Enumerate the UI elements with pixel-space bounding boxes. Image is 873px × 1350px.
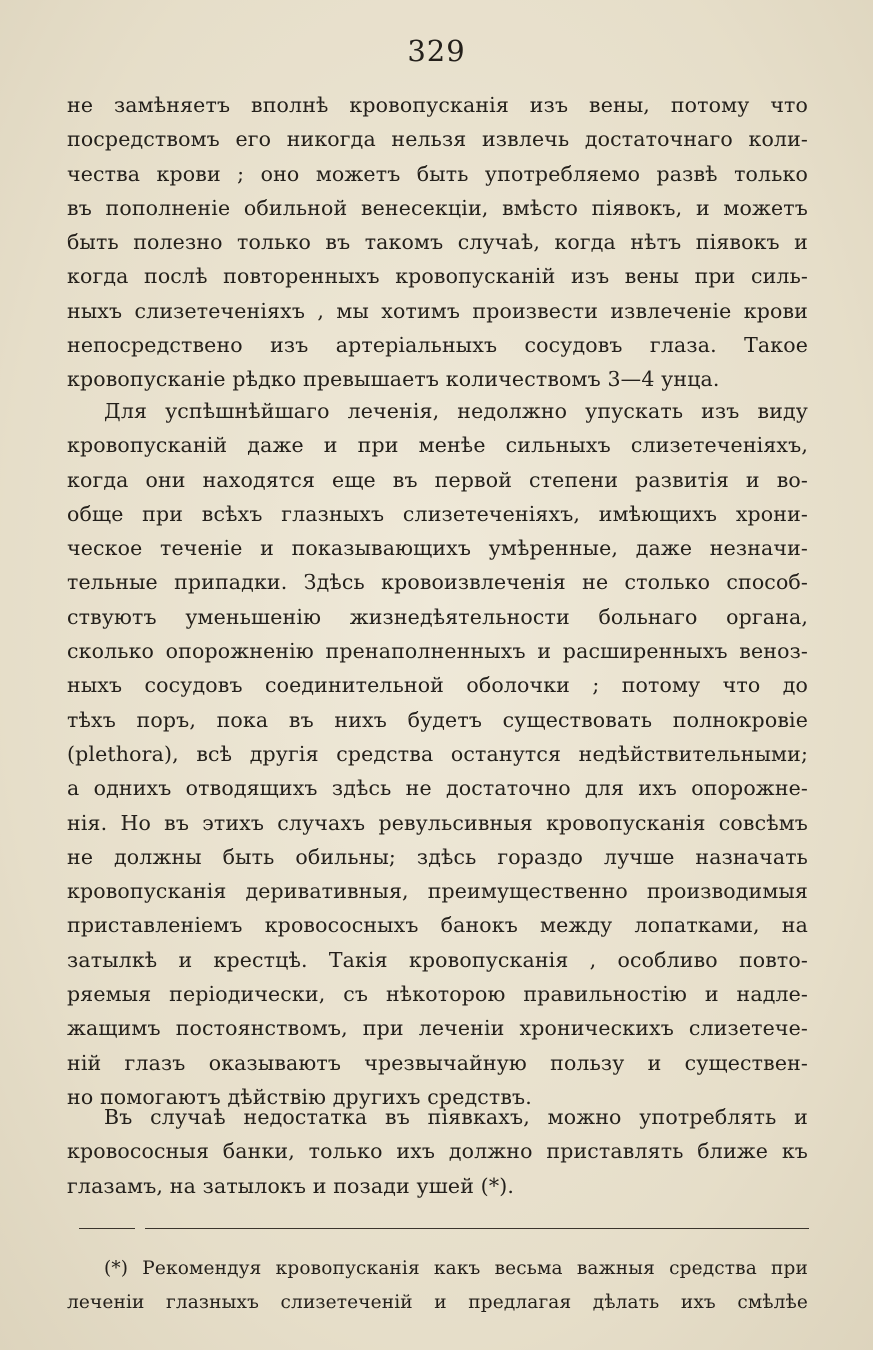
text-line: глазамъ, на затылокъ и позади ушей (*). <box>67 1173 515 1198</box>
footnote-rule-short <box>79 1228 135 1229</box>
footnote-rule-long <box>145 1228 809 1229</box>
text-line: ческое теченіе и показывающихъ умѣренные, даже незначи- <box>67 536 808 561</box>
text-line: кровососныя банки, только ихъ должно приставлять ближе къ <box>67 1139 808 1164</box>
footnote-line: леченіи глазныхъ слизетеченій и предлагая дѣлать ихъ смѣлѣе <box>67 1292 808 1313</box>
text-line: сколько опорожненію пренаполненныхъ и расширенныхъ веноз- <box>67 639 808 664</box>
footnote <box>67 1252 808 1320</box>
text-line: не замѣняетъ вполнѣ кровопусканія изъ вены, потому что <box>67 93 808 117</box>
text-line: въ пополненіе обильной венесекціи, вмѣсто піявокъ, и можетъ <box>67 195 808 220</box>
paragraph-1 <box>67 88 808 397</box>
text-line: кровопусканія деривативныя, преимущественно производимыя <box>67 879 808 904</box>
text-line: ствуютъ уменьшенію жизнедѣятельности больнаго органа, <box>67 604 808 629</box>
text-line: нія. Но въ этихъ случахъ ревульсивныя кровопусканія совсѣмъ <box>67 810 808 835</box>
text-line: не должны быть обильны; здѣсь гораздо лучше назначать <box>67 844 808 869</box>
text-line: обще при всѣхъ глазныхъ слизетеченіяхъ, имѣющихъ хрони- <box>67 501 808 526</box>
text-line: тельные припадки. Здѣсь кровоизвлеченія не столько способ- <box>67 570 808 595</box>
text-line: Въ случаѣ недостатка въ піявкахъ, можно употреблять и <box>104 1105 808 1129</box>
text-line: посредствомъ его никогда нельзя извлечь достаточнаго коли- <box>67 127 808 152</box>
text-line: ній глазъ оказываютъ чрезвычайную пользу и существен- <box>67 1050 808 1075</box>
page-number: 329 <box>407 34 466 68</box>
text-line: а однихъ отводящихъ здѣсь не достаточно для ихъ опорожне- <box>67 776 808 801</box>
text-line: быть полезно только въ такомъ случаѣ, когда нѣтъ піявокъ и <box>67 230 808 255</box>
text-line: тѣхъ поръ, пока въ нихъ будетъ существовать полнокровіе <box>67 707 808 732</box>
text-line: ныхъ сосудовъ соединительной оболочки ; потому что до <box>67 673 808 698</box>
text-line: приставленіемъ кровососныхъ банокъ между лопатками, на <box>67 913 808 938</box>
text-line: кровопусканіе рѣдко превышаетъ количествомъ 3—4 унца. <box>67 367 720 392</box>
text-line: жащимъ постоянствомъ, при леченіи хроническихъ слизетече- <box>67 1016 808 1041</box>
text-line: Для успѣшнѣйшаго леченія, недолжно упускать изъ виду <box>104 399 808 423</box>
text-line: но помогаютъ дѣйствію другихъ средствъ. <box>67 1084 532 1109</box>
footnote-line: (*) Рекомендуя кровопусканія какъ весьма важныя средства при <box>104 1258 808 1279</box>
text-line: когда они находятся еще въ первой степени развитія и во- <box>67 467 808 492</box>
paragraph-3 <box>67 1100 808 1203</box>
text-line: (plethora), всѣ другія средства останутся недѣйствительными; <box>67 741 808 766</box>
text-line: когда послѣ повторенныхъ кровопусканій изъ вены при силь- <box>67 264 808 289</box>
text-line: ряемыя періодически, съ нѣкоторою правильностію и надле- <box>67 982 808 1007</box>
text-line: кровопусканій даже и при менѣе сильныхъ слизетеченіяхъ, <box>67 433 808 458</box>
text-line: ныхъ слизетеченіяхъ , мы хотимъ произвести извлеченіе крови <box>67 298 808 323</box>
text-line: непосредствено изъ артеріальныхъ сосудовъ глаза. Такое <box>67 333 808 358</box>
text-line: затылкѣ и крестцѣ. Такія кровопусканія , особливо повто- <box>67 947 808 972</box>
paragraph-2 <box>67 394 808 1114</box>
text-line: чества крови ; оно можетъ быть употребляемо развѣ только <box>67 161 808 186</box>
